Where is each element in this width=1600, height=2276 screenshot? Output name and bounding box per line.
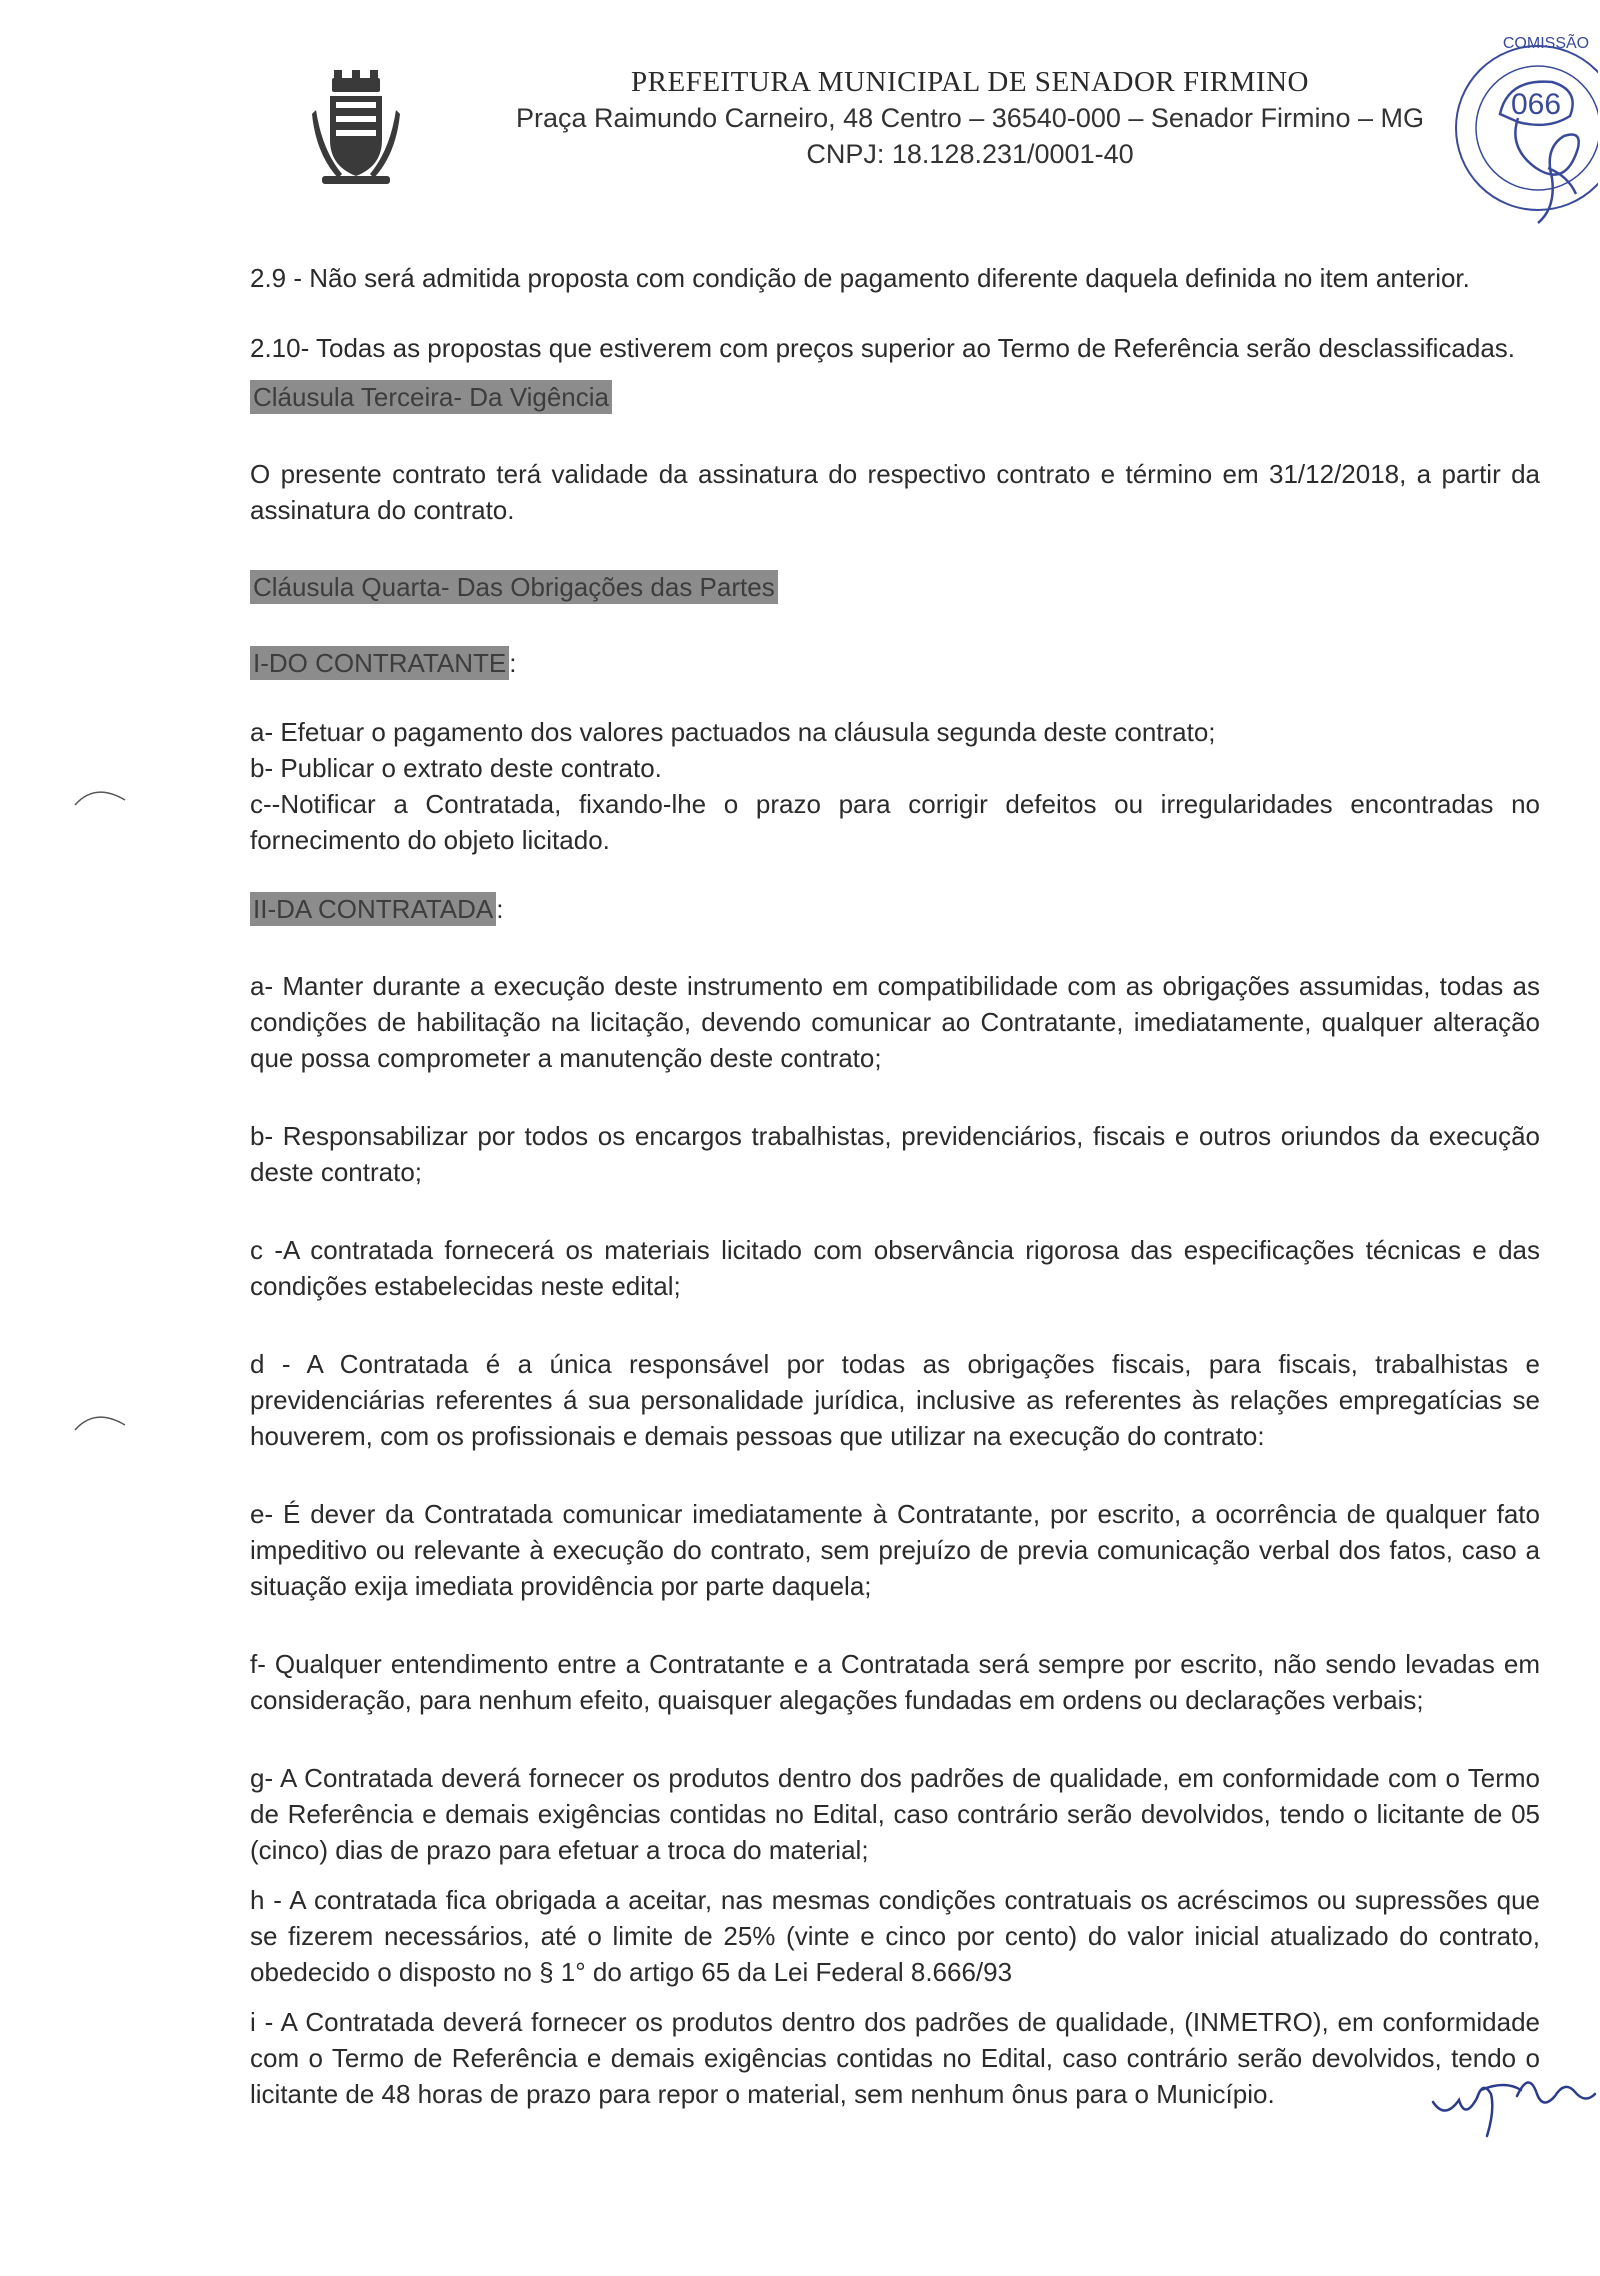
margin-mark-icon [70, 1405, 130, 1435]
contratada-item-g: g- A Contratada deverá fornecer os produtos dentro dos padrões de qualidade, em conformidade com o Termo de Referência e demais exigências contidas no Edital, caso contrário serão devolvidos, tendo o licitante de 05 (cinco) dias de prazo para efetuar a troca do material; [250, 1763, 1540, 1865]
contratada-item-a: a- Manter durante a execução deste instrumento em compatibilidade com as obrigações assumidas, todas as condições de habilitação na licitação, devendo comunicar ao Contratante, imediatamente, qualquer alteração que possa comprometer a manutenção deste contrato; [250, 971, 1540, 1073]
contratante-item-a: a- Efetuar o pagamento dos valores pactuados na cláusula segunda deste contrato; [250, 717, 1216, 747]
clause-three-text: O presente contrato terá validade da assinatura do respectivo contrato e término em 31/12/2018, a partir da assinatura do contrato. [250, 459, 1540, 525]
contratada-item-e: e- É dever da Contratada comunicar imediatamente à Contratante, por escrito, a ocorrência de qualquer fato impeditivo ou relevante à execução do contrato, sem prejuízo de previa comunicação verbal dos fatos, caso a situação exija imediata providência por parte daquela; [250, 1499, 1540, 1601]
contratada-item-i: i - A Contratada deverá fornecer os produtos dentro dos padrões de qualidade, (INMETRO), em conformidade com o Termo de Referência e demais exigências contidas no Edital, caso contrário serão devolvidos, tendo o licitante de 48 horas de prazo para repor o material, sem nenhum ônus para o Município. [250, 2007, 1540, 2109]
municipal-crest-icon [312, 70, 400, 190]
clause-four-heading: Cláusula Quarta- Das Obrigações das Partes [250, 570, 778, 604]
contratante-obligations [250, 714, 1540, 858]
contratada-item-d: d - A Contratada é a única responsável por todas as obrigações fiscais, para fiscais, trabalhistas e previdenciárias referentes á sua personalidade jurídica, inclusive as referentes às relações empregatícias se houverem, com os profissionais e demais pessoas que utilizar na execução do contrato: [250, 1349, 1540, 1451]
contratada-heading: II-DA CONTRATADA [250, 892, 496, 926]
contratada-item-h: h - A contratada fica obrigada a aceitar, nas mesmas condições contratuais os acréscimos ou supressões que se fizerem necessários, até o limite de 25% (vinte e cinco por cento) do valor inicial atualizado do contrato, obedecido o disposto no § 1° do artigo 65 da Lei Federal 8.666/93 [250, 1885, 1540, 1987]
document-body: 2.9 - Não será admitida proposta com condição de pagamento diferente daquela definida no item anterior. 2.10- Todas as propostas que estiverem com preços superior ao Termo de Referência serão desclassificadas. Cláusula Terceira- Da Vigência O presente contrato terá validade da assinatura do respectivo contrato e término em 31/12/2018, a partir da assinatura do contrato. Cláusula Quarta- Das Obrigações das Partes I-DO CONTRATANTE : a- Efetuar o pagamento dos valores pactuados na cláusula segunda deste contrato; b- Publicar o extrato deste contrato. c--Notificar a Contratada, fixando-lhe o prazo para corrigir defeitos ou irregularidades encontradas no fornecimento do objeto licitado. II-DA CONTRATADA : a- Manter durante a execução deste instrumento em compatibilidade com as obrigações assumidas, todas as condições de habilitação na licitação, devendo comunicar ao Contratante, imediatamente, qualquer alteração que possa comprometer a manutenção deste contrato; b- Responsabilizar por todos os encargos trabalhistas, previdenciários, fiscais e outros oriundos da execução deste contrato; c -A contratada fornecerá os materiais licitado com observância rigorosa das especificações técnicas e das condições estabelecidas neste edital; d - A Contratada é a única responsável por todas as obrigações fiscais, para fiscais, trabalhistas e previdenciárias referentes á sua personalidade jurídica, inclusive as referentes às relações empregatícias se houverem, com os profissionais e demais pessoas que utilizar na execução do contrato: e- É dever da Contratada comunicar imediatamente à Contratante, por escrito, a ocorrência de qualquer fato impeditivo ou relevante à execução do contrato, sem prejuízo de previa comunicação verbal dos fatos, caso a situação exija imediata providência por parte daquela; f- Qualquer entendimento entre a Contratante e a Contratada será sempre por escrito, não sendo levadas em consideração, para nenhum efeito, quaisquer alegações fundadas em ordens ou declarações verbais; g- A Contratada deverá fornecer os produtos dentro dos padrões de qualidade, em conformidade com o Termo de Referência e demais exigências contidas no Edital, caso contrário serão devolvidos, tendo o licitante de 05 (cinco) dias de prazo para efetuar a troca do material; h - A contratada fica obrigada a aceitar, nas mesmas condições contratuais os acréscimos ou supressões que se fizerem necessários, até o limite de 25% (vinte e cinco por cento) do valor inicial atualizado do contrato, obedecido o disposto no § 1° do artigo 65 da Lei Federal 8.666/93 i - A Contratada deverá fornecer os produtos dentro dos padrões de qualidade, (INMETRO), em conformidade com o Termo de Referência e demais exigências contidas no Edital, caso contrário serão devolvidos, tendo o licitante de 48 horas de prazo para repor o material, sem nenhum ônus para o Município. [250, 260, 1540, 2112]
contratada-item-f: f- Qualquer entendimento entre a Contratante e a Contratada será sempre por escrito, não sendo levadas em consideração, para nenhum efeito, quaisquer alegações fundadas em ordens ou declarações verbais; [250, 1649, 1540, 1715]
contratante-heading: I-DO CONTRATANTE [250, 646, 509, 680]
letterhead-address: Praça Raimundo Carneiro, 48 Centro – 36540-000 – Senador Firmino – MG [516, 103, 1424, 133]
clause-three-heading: Cláusula Terceira- Da Vigência [250, 380, 612, 414]
letterhead-cnpj: CNPJ: 18.128.231/0001-40 [806, 139, 1134, 169]
handwritten-initials [1425, 2050, 1600, 2140]
stamp-number: 066 [1510, 88, 1562, 121]
contratada-item-b: b- Responsabilizar por todos os encargos trabalhistas, previdenciários, fiscais e outros oriundos da execução deste contrato; [250, 1121, 1540, 1187]
contratante-item-b: b- Publicar o extrato deste contrato. [250, 753, 662, 783]
commission-stamp [1448, 18, 1598, 238]
margin-mark-icon [70, 780, 130, 810]
letterhead [470, 64, 1470, 172]
stamp-text: COMISSÃO [1502, 35, 1590, 52]
contratada-item-c: c -A contratada fornecerá os materiais licitado com observância rigorosa das especificações técnicas e das condições estabelecidas neste edital; [250, 1235, 1540, 1301]
item-2-10: 2.10- Todas as propostas que estiverem com preços superior ao Termo de Referência serão desclassificadas. [250, 333, 1516, 363]
item-2-9: 2.9 - Não será admitida proposta com condição de pagamento diferente daquela definida no item anterior. [250, 263, 1470, 293]
letterhead-title: PREFEITURA MUNICIPAL DE SENADOR FIRMINO [631, 66, 1309, 98]
contratante-item-c: c--Notificar a Contratada, fixando-lhe o prazo para corrigir defeitos ou irregularidades encontradas no fornecimento do objeto licitado. [250, 789, 1540, 855]
